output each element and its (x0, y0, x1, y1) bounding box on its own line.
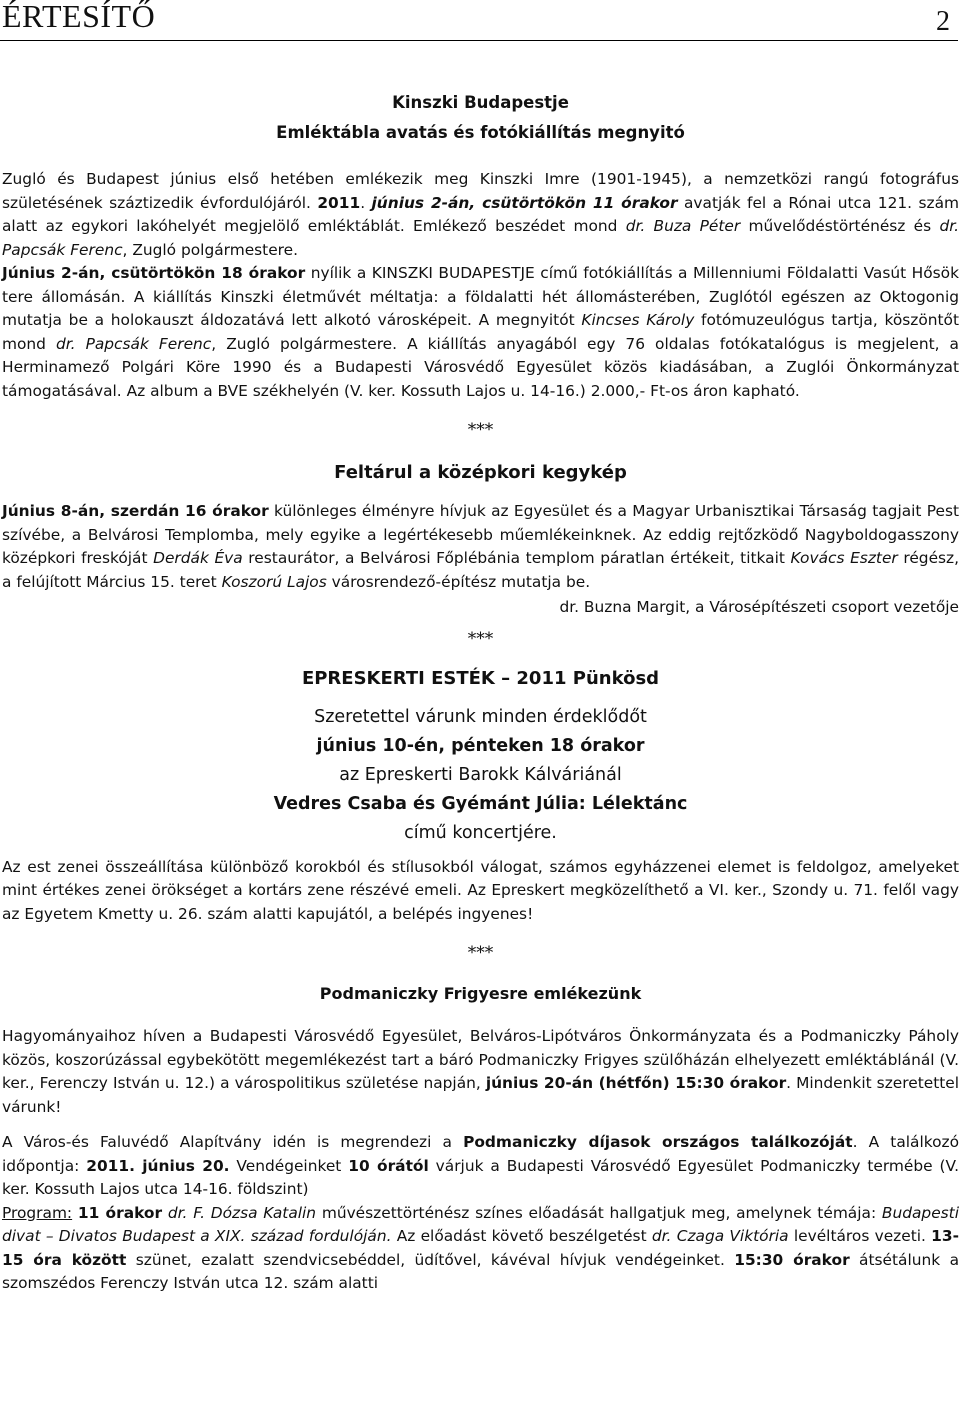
section-title: EPRESKERTI ESTÉK – 2011 Pünkösd (301, 668, 660, 689)
page-content (2, 91, 959, 1296)
paragraph: Program: 11 órakor dr. F. Dózsa Katalin művészettörténész színes előadását hallgatjuk meg, amelynek témája: Budapesti divat – Divatos Budapest a XIX. század fordulóján. Az előadást követő beszélgetést dr. Czaga Viktória levéltáros vezeti. 13-15 óra között szünet, ezalatt szendvicsebéddel, üdítővel, kávéval hívjuk vendégeinket. 15:30 órakor átsétálunk a szomszédos Ferenczy István utca 12. szám alatti (2, 1203, 959, 1292)
signature: dr. Buzna Margit, a Városépítészeti csoport vezetője (559, 598, 959, 616)
event-date: június 10-én, pénteken 18 órakor (316, 735, 645, 756)
separator: *** (467, 943, 494, 963)
event-line: Szeretettel várunk minden érdeklődőt (314, 706, 647, 727)
paragraph: Hagyományaihoz híven a Budapesti Városvédő Egyesület, Belváros-Lipótváros Önkormányzata és a Podmaniczky Páholy közös, koszorúzással egybekötött megemlékezést tart a báró Podmaniczky Frigyes szülőházán elhelyezett emléktáblánál (V. ker., Ferenczy István u. 12.) a várospolitikus születése napján, június 20-án (hétfőn) 15:30 órakor. Mindenkit szeretettel várunk! (2, 1027, 960, 1116)
event-venue: az Epreskerti Barokk Kálváriánál (339, 764, 622, 785)
paragraph: Zugló és Budapest június első hetében emlékezik meg Kinszki Imre (1901-1945), a nemzetközi rangú fotográfus születésének száztizedik évfordulójáról. 2011. június 2-án, csütörtökön 11 órakor avatják fel a Rónai utca 121. szám alatt az egykori lakóhelyét megjelölő emléktáblát. Emlékező beszédet mond dr. Buza Péter művelődéstörténész és dr. Papcsák Ferenc, Zugló polgármestere. (2, 170, 960, 259)
separator: *** (467, 420, 494, 440)
section-title: Kinszki Budapestje (392, 93, 569, 112)
page-number: 2 (936, 6, 950, 37)
page-header (0, 0, 958, 41)
event-line: című koncertjére. (404, 822, 557, 843)
section-title: Podmaniczky Frigyesre emlékezünk (319, 983, 642, 1003)
paragraph: Az est zenei összeállítása különböző korokból és stílusokból válogat, számos egyházzenei elemet is feldolgoz, amelyeket mint értékes zenei örökséget a kortárs zene részévé emeli. Az Epreskert megközelíthető a VI. ker., Szondy u. 71. felől vagy az Egyetem Kmetty u. 26. szám alatti kapujától, a belépés ingyenes! (2, 857, 959, 923)
event-program: Vedres Csaba és Gyémánt Júlia: Lélektánc (273, 793, 688, 814)
paragraph: Június 2-án, csütörtökön 18 órakor nyílik a KINSZKI BUDAPESTJE című fotókiállítás a Millenniumi Földalatti Vasút Hősök tere állomásán. A kiállítás Kinszki életművét méltatja: a földalatti hét állomásterében, Zuglótól egészen az Oktogonig mutatja be a holokauszt áldozatává lett alkotó városképeit. A megnyitót Kincses Károly fotómuzeulógus tartja, köszöntőt mond dr. Papcsák Ferenc, Zugló polgármestere. A kiállítás anyagából egy 76 oldalas fotókatalógus is megjelent, a Herminamező Polgári Köre 1990 és a Budapesti Városvédő Egyesület közös kiadásában, a Zuglói Önkormányzat támogatásával. Az album a BVE székhelyén (V. ker. Kossuth Lajos u. 14-16.) 2.000,- Ft-os áron kapható. (2, 264, 960, 400)
paragraph: Június 8-án, szerdán 16 órakor különleges élményre hívjuk az Egyesület és a Magyar Urbanisztikai Társaság tagjait Pest szívébe, a Belvárosi Templomba, mely egyike a legértékesebb műemlékeinknek. Az eddig rejtőzködő Nagyboldogasszony középkori freskóját Derdák Éva restaurátor, a Belvárosi Főplébánia templom páratlan értékeit, titkait Kovács Eszter régész, a felújított Március 15. teret Koszorú Lajos városrendező-építész mutatja be. (2, 502, 960, 591)
newsletter-title: ÉRTESÍTŐ (2, 0, 156, 34)
section-subtitle: Emléktábla avatás és fotókiállítás megnyitó (276, 122, 685, 142)
paragraph: A Város-és Faluvédő Alapítvány idén is megrendezi a Podmaniczky díjasok országos találkozóját. A találkozó időpontja: 2011. június 20. Vendégeinket 10 órától várjuk a Budapesti Városvédő Egyesület Podmaniczky termébe (V. ker. Kossuth Lajos utca 14-16. földszint) (2, 1133, 960, 1198)
section-title: Feltárul a középkori kegykép (334, 461, 627, 483)
separator: *** (467, 628, 494, 649)
